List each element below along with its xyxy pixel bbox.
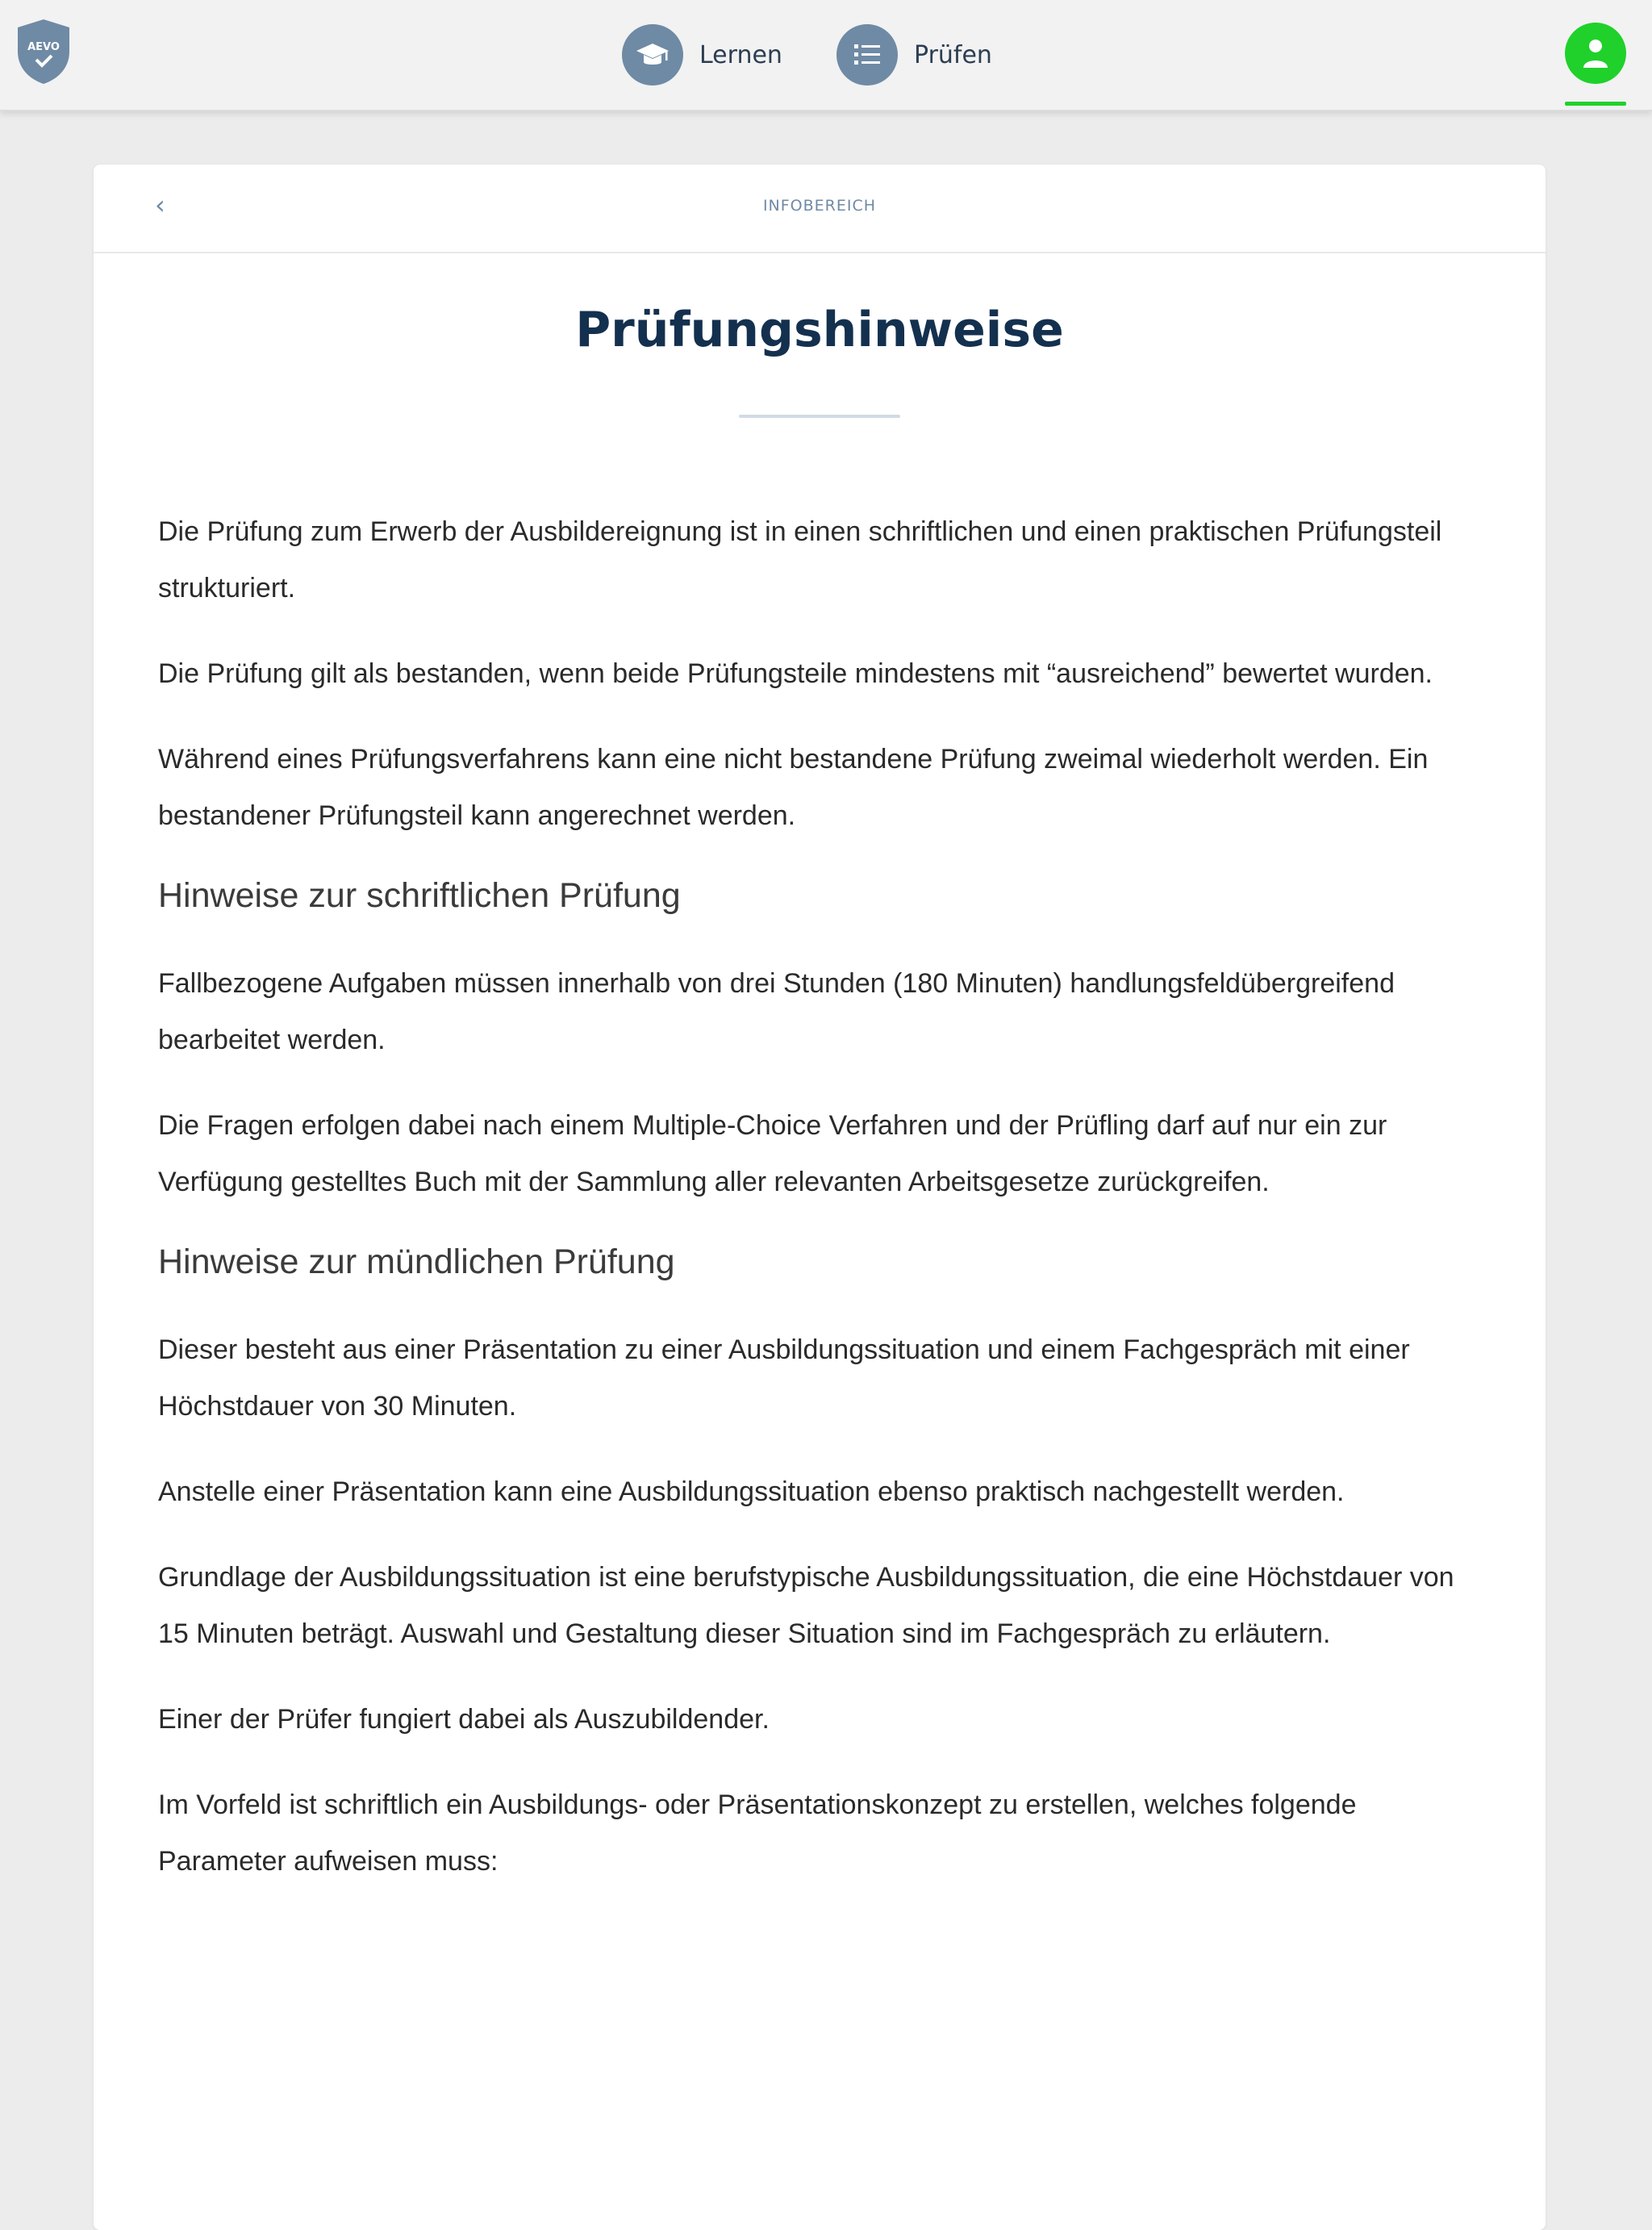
graduation-cap-icon bbox=[622, 24, 683, 86]
profile-button[interactable] bbox=[1565, 23, 1626, 84]
user-icon bbox=[1581, 37, 1610, 69]
written-exam-paragraph: Die Fragen erfolgen dabei nach einem Multiple-Choice Verfahren und der Prüfling darf auf nur ein zur Verfügung gestelltes Buch mit der Sammlung aller relevanten Arbeitsgesetze zurückgreifen. bbox=[158, 1110, 1387, 1197]
nav-pruefen-label: Prüfen bbox=[914, 40, 992, 69]
nav-lernen[interactable] bbox=[622, 23, 782, 87]
intro-paragraph: Die Prüfung zum Erwerb der Ausbildereignung ist in einen schriftlichen und einen praktischen Prüfungsteil strukturiert. bbox=[158, 516, 1442, 603]
intro-paragraph: Die Prüfung gilt als bestanden, wenn beide Prüfungsteile mindestens mit “ausreichend” bewertet wurden. bbox=[158, 658, 1433, 689]
top-navigation-bar bbox=[0, 0, 1652, 111]
nav-pruefen[interactable] bbox=[836, 23, 992, 87]
nav-lernen-label: Lernen bbox=[699, 40, 782, 69]
content-body bbox=[158, 503, 1481, 1919]
list-icon bbox=[836, 24, 898, 86]
oral-exam-heading: Hinweise zur mündlichen Prüfung bbox=[158, 1242, 675, 1281]
intro-paragraph: Während eines Prüfungsverfahrens kann eine nicht bestandene Prüfung zweimal wiederholt werden. Ein bestandener Prüfungsteil kann angerechnet werden. bbox=[158, 744, 1429, 831]
active-indicator bbox=[1565, 102, 1626, 106]
oral-exam-paragraph: Einer der Prüfer fungiert dabei als Auszubildender. bbox=[158, 1704, 770, 1735]
section-label: INFOBEREICH bbox=[762, 197, 877, 215]
oral-exam-paragraph: Dieser besteht aus einer Präsentation zu einer Ausbildungssituation und einem Fachgespräch mit einer Höchstdauer von 30 Minuten. bbox=[158, 1334, 1410, 1422]
title-divider bbox=[739, 415, 900, 418]
written-exam-paragraph: Fallbezogene Aufgaben müssen innerhalb von drei Stunden (180 Minuten) handlungsfeldübergreifend bearbeitet werden. bbox=[158, 968, 1395, 1055]
oral-exam-paragraph: Grundlage der Ausbildungssituation ist eine berufstypische Ausbildungssituation, die eine Höchstdauer von 15 Minuten beträgt. Auswahl und Gestaltung dieser Situation sind im Fachgespräch zu erläutern. bbox=[158, 1562, 1454, 1649]
shield-logo-icon bbox=[15, 18, 73, 86]
oral-exam-paragraph: Anstelle einer Präsentation kann eine Ausbildungssituation ebenso praktisch nachgestellt werden. bbox=[158, 1476, 1345, 1507]
logo-text: AEVO bbox=[27, 41, 60, 53]
page-title: Prüfungshinweise bbox=[575, 302, 1064, 358]
card-header bbox=[94, 165, 1546, 253]
back-chevron-icon[interactable]: ‹ bbox=[155, 190, 165, 220]
written-exam-heading: Hinweise zur schriftlichen Prüfung bbox=[158, 876, 681, 915]
aevo-logo[interactable] bbox=[15, 18, 73, 86]
oral-exam-paragraph: Im Vorfeld ist schriftlich ein Ausbildungs- oder Präsentationskonzept zu erstellen, welches folgende Parameter aufweisen muss: bbox=[158, 1789, 1357, 1877]
info-card bbox=[94, 165, 1546, 2230]
